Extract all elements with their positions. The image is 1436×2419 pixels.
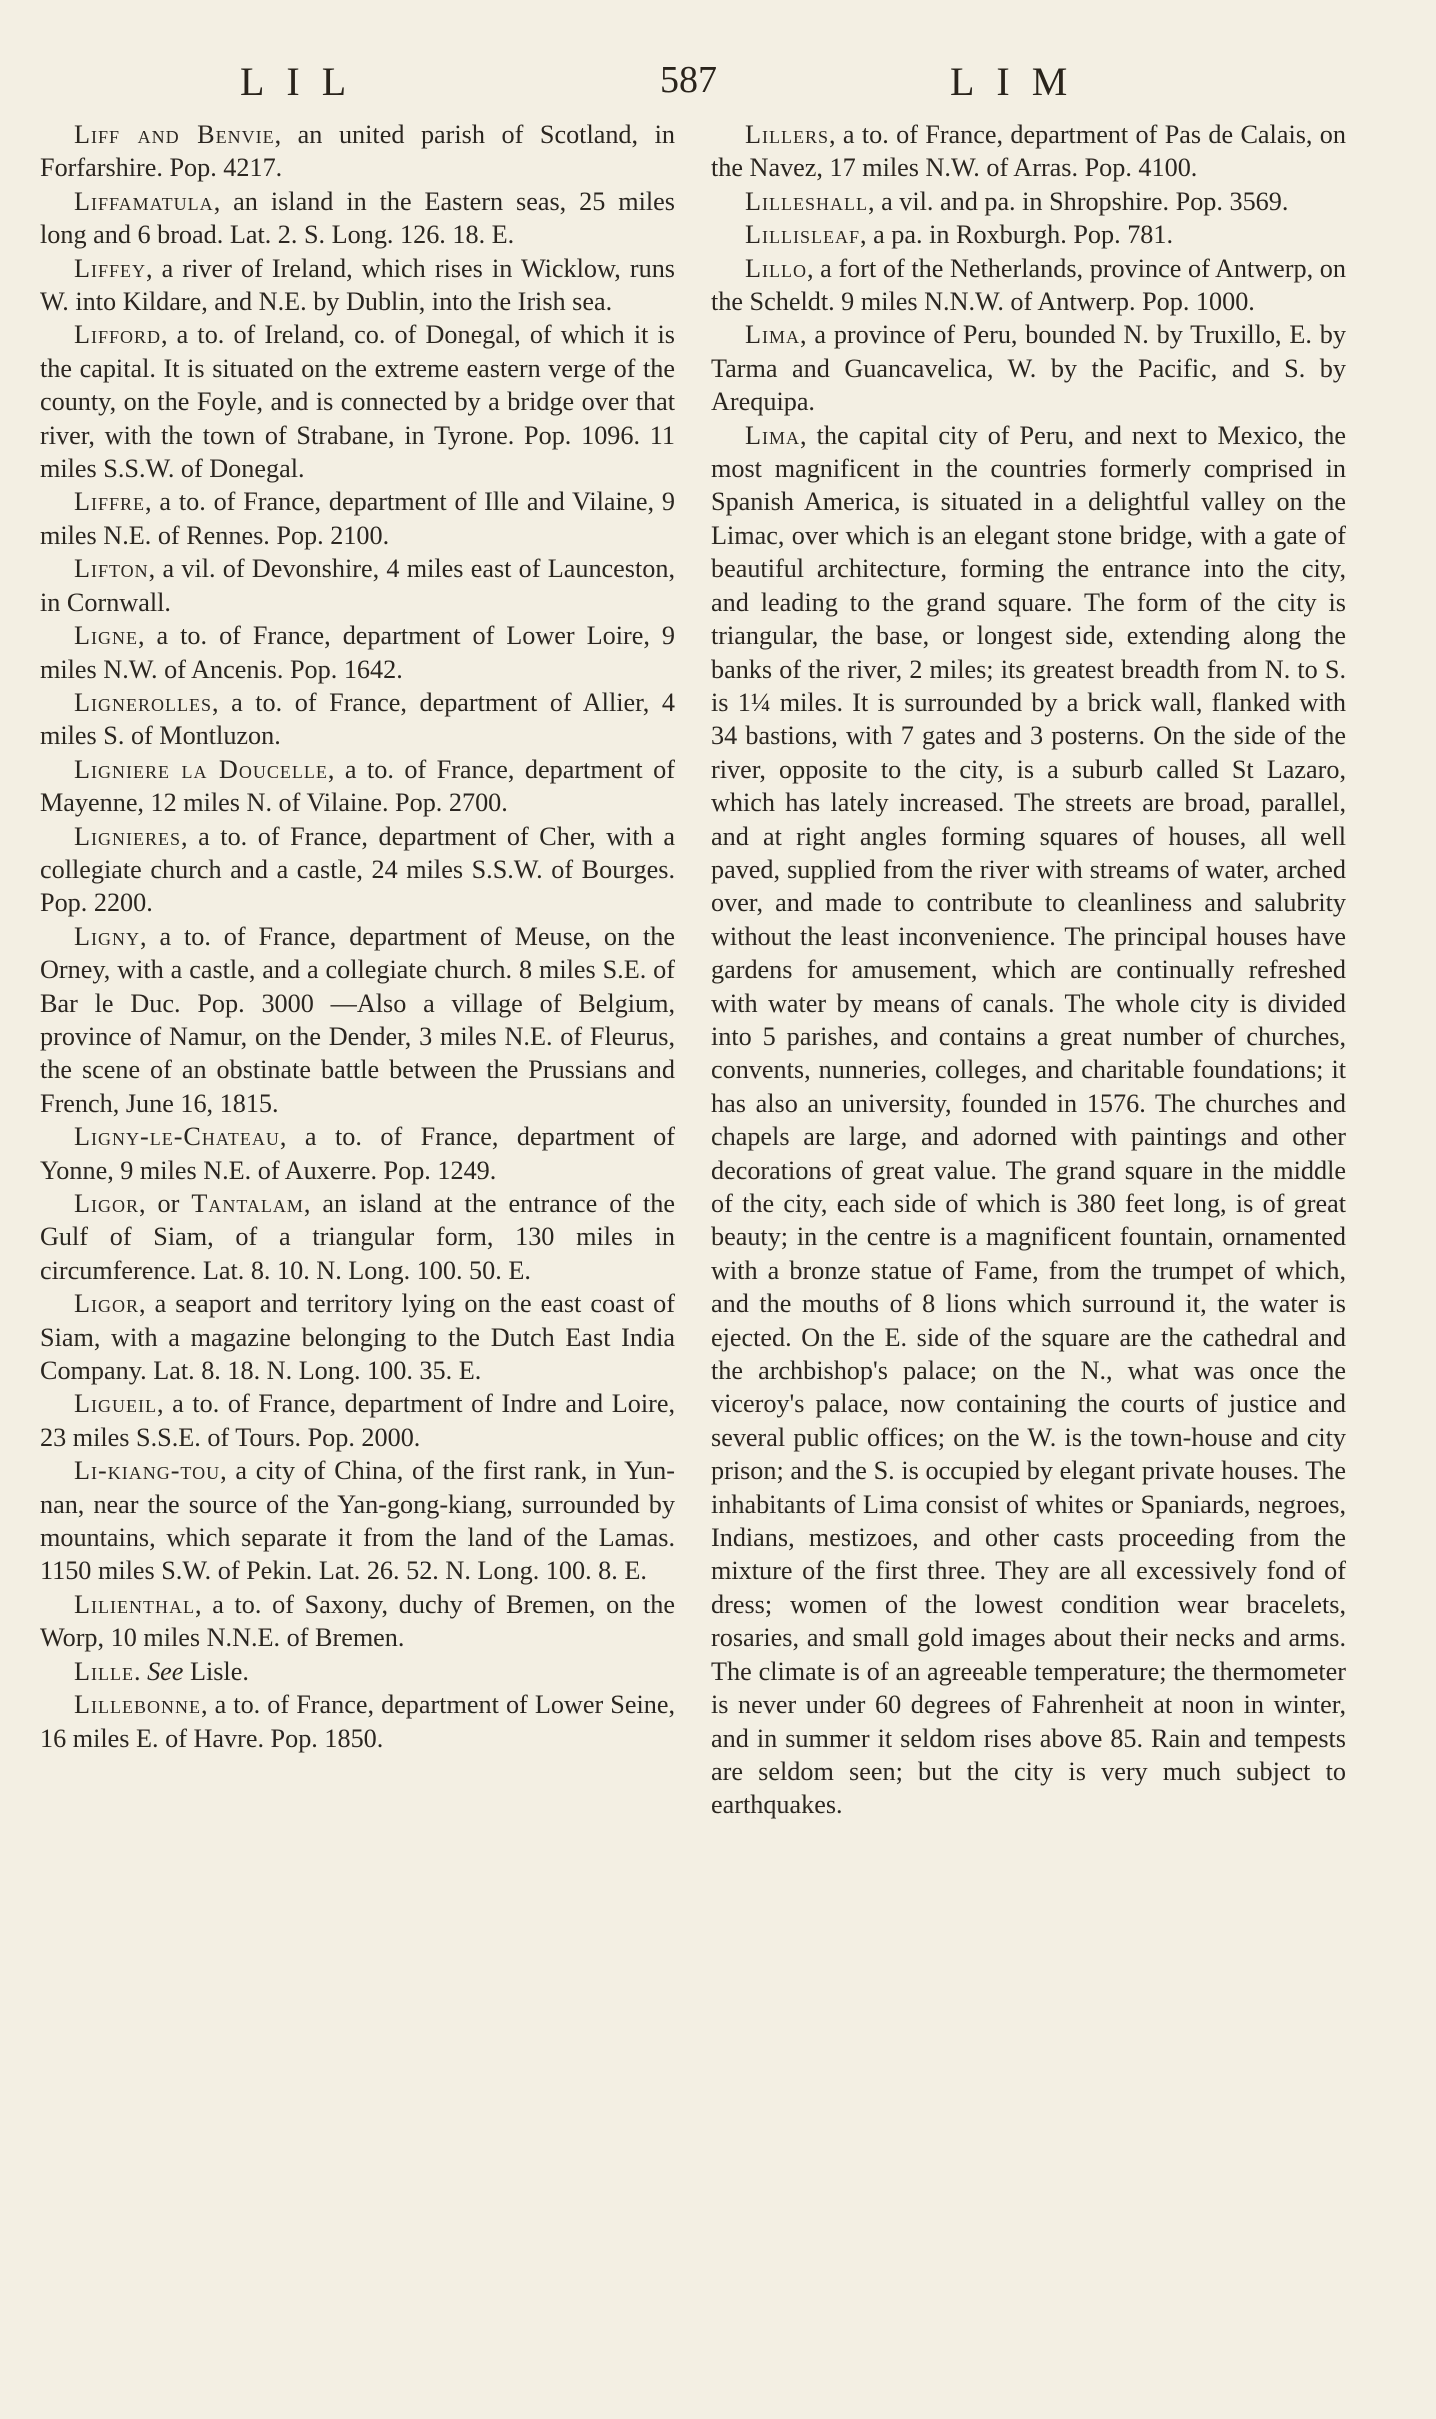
entry-headword: Lilleshall	[745, 186, 868, 216]
entry-text: , a fort of the Netherlands, province of Antwerp, on the Scheldt. 9 miles N.N.W. of Antwerp. Pop. 1000.	[711, 253, 1346, 317]
running-header	[0, 58, 1436, 108]
entry-headword: Lignieres	[74, 821, 181, 851]
left-column	[40, 118, 675, 1755]
entry-headword: Lima	[745, 320, 800, 350]
entry-headword: Lillers	[745, 120, 829, 149]
entry-text: , a city of China, of the first rank, in Yun-nan, near the source of the Yan-gong-kiang, surrounded by mountains, which separate it from the land of the Lamas. 1150 miles S.W. of Pekin. Lat. 26. 52. N. Long. 100. 8. E.	[40, 1456, 675, 1586]
gazetteer-entry	[40, 619, 675, 686]
entry-headword: Lillisleaf	[745, 220, 860, 250]
gazetteer-entry	[40, 318, 675, 485]
entry-text: , a to. of France, department of Meuse, on the Orney, with a castle, and a collegiate church. 8 miles S.E. of Bar le Duc. Pop. 3000 —Also a village of Belgium, province of Namur, on the Dender, 3 miles N.E. of Fleurus, the scene of an obstinate battle between the Prussians and French, June 16, 1815.	[40, 921, 675, 1118]
gazetteer-entry	[40, 118, 675, 185]
gazetteer-entry	[40, 252, 675, 319]
gazetteer-entry	[40, 686, 675, 753]
gazetteer-entry	[40, 552, 675, 619]
entry-headword: Ligne	[74, 621, 138, 651]
gazetteer-entry	[40, 820, 675, 920]
entry-headword: Lille	[74, 1656, 134, 1686]
gazetteer-entry	[711, 318, 1346, 418]
entry-text: , a to. of France, department of Indre and Loire, 23 miles S.S.E. of Tours. Pop. 2000.	[40, 1389, 675, 1452]
entry-text: , a to. of France, department of Mayenne, 12 miles N. of Vilaine. Pop. 2700.	[40, 754, 675, 818]
entry-text: , a to. of Ireland, co. of Donegal, of which it is the capital. It is situated on the extreme eastern verge of the county, on the Foyle, and is connected by a bridge over that river, with the town of Strabane, in Tyrone. Pop. 1096. 11 miles S.S.W. of Donegal.	[40, 320, 675, 484]
entry-text: , a river of Ireland, which rises in Wicklow, runs W. into Kildare, and N.E. by Dublin, into the Irish sea.	[40, 253, 675, 317]
entry-headword: Lifton	[74, 554, 149, 584]
entry-headword: Lima	[745, 420, 800, 450]
entry-text: , an united parish of Scotland, in Forfarshire. Pop. 4217.	[40, 120, 675, 183]
entry-headword: Li-kiang-tou	[74, 1456, 221, 1486]
entry-headword: Tantalam	[191, 1189, 304, 1218]
page-number: 587	[660, 59, 717, 101]
gazetteer-entry	[40, 1688, 675, 1755]
entry-headword: Ligor	[74, 1289, 139, 1319]
gazetteer-entry	[40, 1287, 675, 1387]
gazetteer-entry	[40, 1120, 675, 1187]
entry-text: , a pa. in Roxburgh. Pop. 781.	[860, 220, 1174, 250]
entry-text: , a to. of France, department of Cher, with a collegiate church and a castle, 24 miles S.S.W. of Bourges. Pop. 2200.	[40, 821, 675, 918]
gazetteer-entry	[40, 1655, 675, 1688]
entry-headword: Lilienthal	[74, 1589, 195, 1619]
entry-text: Lisle.	[183, 1656, 249, 1686]
gazetteer-entry	[711, 218, 1346, 251]
entry-text: , a to. of France, department of Allier, 4 miles S. of Montluzon.	[40, 687, 675, 751]
entry-headword: Lillebonne	[74, 1690, 201, 1720]
gazetteer-entry	[40, 1454, 675, 1588]
entry-text: , or	[139, 1189, 192, 1218]
gazetteer-entry	[711, 252, 1346, 319]
entry-text: , a to. of France, department of Pas de Calais, on the Navez, 17 miles N.W. of Arras. Pop. 4100.	[711, 120, 1346, 183]
entry-text: , a vil. and pa. in Shropshire. Pop. 3569.	[867, 186, 1289, 216]
right-column	[711, 118, 1346, 1822]
entry-text: , a to. of France, department of Lower Seine, 16 miles E. of Havre. Pop. 1850.	[40, 1690, 675, 1753]
entry-text: , a to. of France, department of Yonne, 9 miles N.E. of Auxerre. Pop. 1249.	[40, 1122, 675, 1185]
gazetteer-entry	[711, 419, 1346, 1822]
gazetteer-entry	[40, 485, 675, 552]
entry-text: , a vil. of Devonshire, 4 miles east of Launceston, in Cornwall.	[40, 554, 675, 617]
entry-text: , an island in the Eastern seas, 25 miles long and 6 broad. Lat. 2. S. Long. 126. 18. E.	[40, 186, 675, 250]
entry-text: , a province of Peru, bounded N. by Truxillo, E. by Tarma and Guancavelica, W. by the Pacific, and S. by Arequipa.	[711, 320, 1346, 417]
gazetteer-entry	[711, 185, 1346, 218]
entry-headword: Lillo	[745, 253, 807, 283]
entry-headword: Liff and Benvie	[74, 120, 275, 149]
gazetteer-entry	[40, 1588, 675, 1655]
entry-text: , a to. of France, department of Ille and Vilaine, 9 miles N.E. of Rennes. Pop. 2100.	[40, 487, 675, 550]
cross-reference: See	[147, 1656, 184, 1686]
gazetteer-entry	[40, 1387, 675, 1454]
entry-text: , a to. of Saxony, duchy of Bremen, on the Worp, 10 miles N.N.E. of Bremen.	[40, 1589, 675, 1653]
gazetteer-entry	[711, 118, 1346, 185]
entry-text: , an island at the entrance of the Gulf of Siam, of a triangular form, 130 miles in circumference. Lat. 8. 10. N. Long. 100. 50. E.	[40, 1189, 675, 1285]
entry-text: , the capital city of Peru, and next to Mexico, the most magnificent in the countries formerly comprised in Spanish America, is situated in a delightful valley on the Limac, over which is an elegant stone bridge, with a gate of beautiful architecture, forming the entrance into the city, and leading to the grand square. The form of the city is triangular, the base, or longest side, extending along the banks of the river, 2 miles; its greatest breadth from N. to S. is 1¼ miles. It is surrounded by a brick wall, flanked with 34 bastions, with 7 gates and 3 posterns. On the side of the river, opposite to the city, is a suburb called St Lazaro, which has lately increased. The streets are broad, parallel, and at right angles forming squares of houses, all well paved, supplied from the river with streams of water, arched over, and made to contribute to cleanliness and salubrity without the least inconvenience. The principal houses have gardens for amusement, which are continually refreshed with water by means of canals. The whole city is divided into 5 parishes, and contains a great number of churches, convents, nunneries, colleges, and charitable foundations; it has also an university, founded in 1576. The churches and chapels are large, and adorned with paintings and other decorations of great value. The grand square in the middle of the city, each side of which is 380 feet long, is of great beauty; in the centre is a magnificent fountain, ornamented with a bronze statue of Fame, from the trumpet of which, and the mouths of 8 lions which surround it, the water is ejected. On the E. side of the square are the cathedral and the archbishop's palace; on the N., what was once the viceroy's palace, now containing the courts of justice and several public offices; on the W. is the town-house and city prison; and the S. is occupied by elegant private houses. The inhabitants of Lima consist of whites or Spaniards, negroes, Indians, mestizoes, and other casts proceeding from the mixture of the first three. They are all excessively fond of dress; women of the lowest condition wear bracelets, rosaries, and small gold images about their necks and arms. The climate is of an agreeable temperature; the thermometer is never under 60 degrees of Fahrenheit at noon in winter, and in summer it seldom rises above 85. Rain and tempests are seldom seen; but the city is very much subject to earthquakes.	[711, 420, 1346, 1820]
entry-headword: Lifford	[74, 320, 162, 350]
entry-headword: Liffamatula	[74, 186, 214, 216]
header-left-guide-word: LIL	[240, 59, 369, 104]
entry-headword: Liffey	[74, 253, 147, 283]
entry-headword: Lignerolles	[74, 687, 212, 717]
entry-headword: Liffre	[74, 487, 146, 517]
entry-headword: Ligor	[74, 1189, 139, 1218]
entry-headword: Ligny-le-Chateau	[74, 1122, 280, 1152]
gazetteer-entry	[40, 753, 675, 820]
entry-headword: Ligniere la Doucelle	[74, 754, 328, 784]
header-right-guide-word: LIM	[950, 59, 1090, 104]
entry-text: .	[133, 1656, 148, 1686]
entry-headword: Ligny	[74, 921, 140, 951]
entry-text: , a to. of France, department of Lower Loire, 9 miles N.W. of Ancenis. Pop. 1642.	[40, 621, 675, 684]
entry-headword: Ligueil	[74, 1389, 157, 1419]
entry-text: , a seaport and territory lying on the east coast of Siam, with a magazine belonging to the Dutch East India Company. Lat. 8. 18. N. Long. 100. 35. E.	[40, 1289, 675, 1386]
gazetteer-entry	[40, 1187, 675, 1287]
gazetteer-entry	[40, 185, 675, 252]
gazetteer-entry	[40, 920, 675, 1120]
